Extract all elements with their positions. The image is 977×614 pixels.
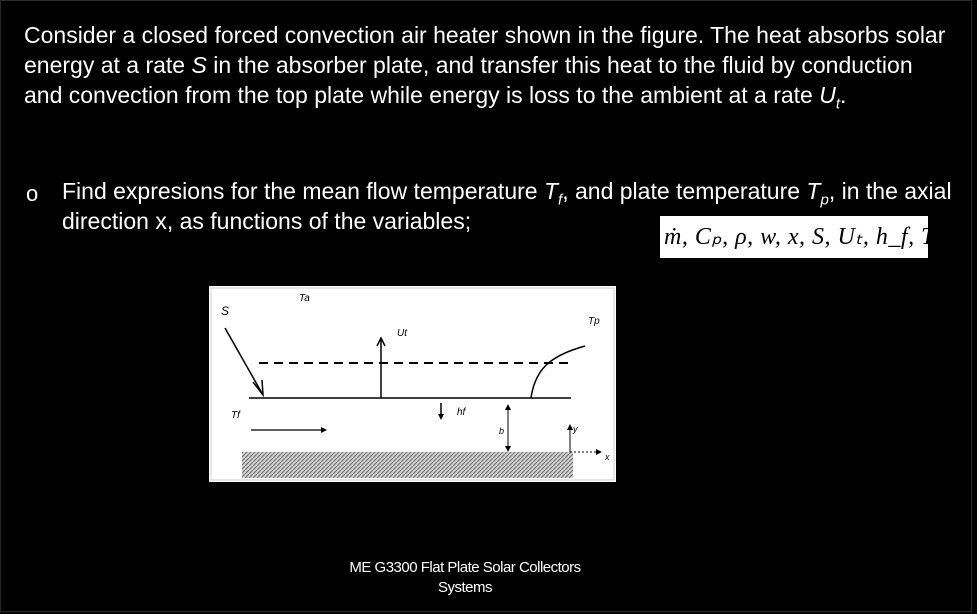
flow-arrowhead (321, 427, 327, 433)
solar-ray (225, 328, 263, 395)
solar-ray-arrowhead (253, 380, 263, 395)
variables-box: ṁ, Cₚ, ρ, w, x, S, Uₜ, h_f, Tₐ. (660, 216, 928, 258)
intro-text-3: . (840, 82, 847, 108)
flow-temp-subscript: f (558, 191, 563, 209)
label-ta: Ta (299, 293, 310, 304)
slide-footer (300, 558, 630, 598)
task-text-1: Find expresions for the mean flow temperature (62, 178, 544, 204)
collector-figure (209, 286, 616, 482)
plate-temp-symbol: T (806, 178, 821, 204)
task-text-2: , and plate temperature (562, 178, 807, 204)
label-x: x (605, 452, 610, 462)
x-axis-arrowhead (596, 449, 602, 455)
loss-coefficient-subscript: t (835, 95, 841, 113)
bullet-marker: o (26, 181, 39, 206)
convection-arrowhead (438, 414, 444, 420)
label-ut: Ut (397, 328, 407, 339)
collector-diagram (209, 286, 616, 482)
label-b: b (499, 426, 505, 436)
temperature-profile-curve (531, 346, 585, 398)
label-tf: Tf (231, 410, 240, 421)
plate-temp-subscript: p (820, 191, 829, 209)
label-hf: hf (457, 407, 466, 418)
label-tp: Tp (588, 316, 600, 327)
solar-rate-symbol: S (191, 52, 207, 78)
figure-border (211, 288, 614, 480)
label-s: S (221, 304, 230, 318)
insulation-base (242, 452, 573, 478)
gap-arrowhead-down (505, 446, 511, 452)
flow-temp-symbol: T (543, 178, 559, 204)
intro-text-1: Consider a closed forced convection air heater shown in the figure. The heat absorbs solar energy at a rate (24, 22, 946, 78)
loss-coefficient-symbol: U (819, 82, 836, 108)
problem-statement (24, 20, 949, 113)
footer-line-1: ME G3300 Flat Plate Solar Collectors (349, 559, 581, 576)
gap-arrowhead-up (505, 404, 511, 410)
intro-text-2: in the absorber plate, and transfer this heat to the fluid by conduction and convection from the top plate while energy is loss to the ambient at a rate (24, 52, 913, 108)
label-y: y (573, 424, 578, 434)
footer-line-2: Systems (437, 579, 492, 596)
task-text-3: , in the axial direction x, as functions of the variables; (62, 178, 952, 234)
